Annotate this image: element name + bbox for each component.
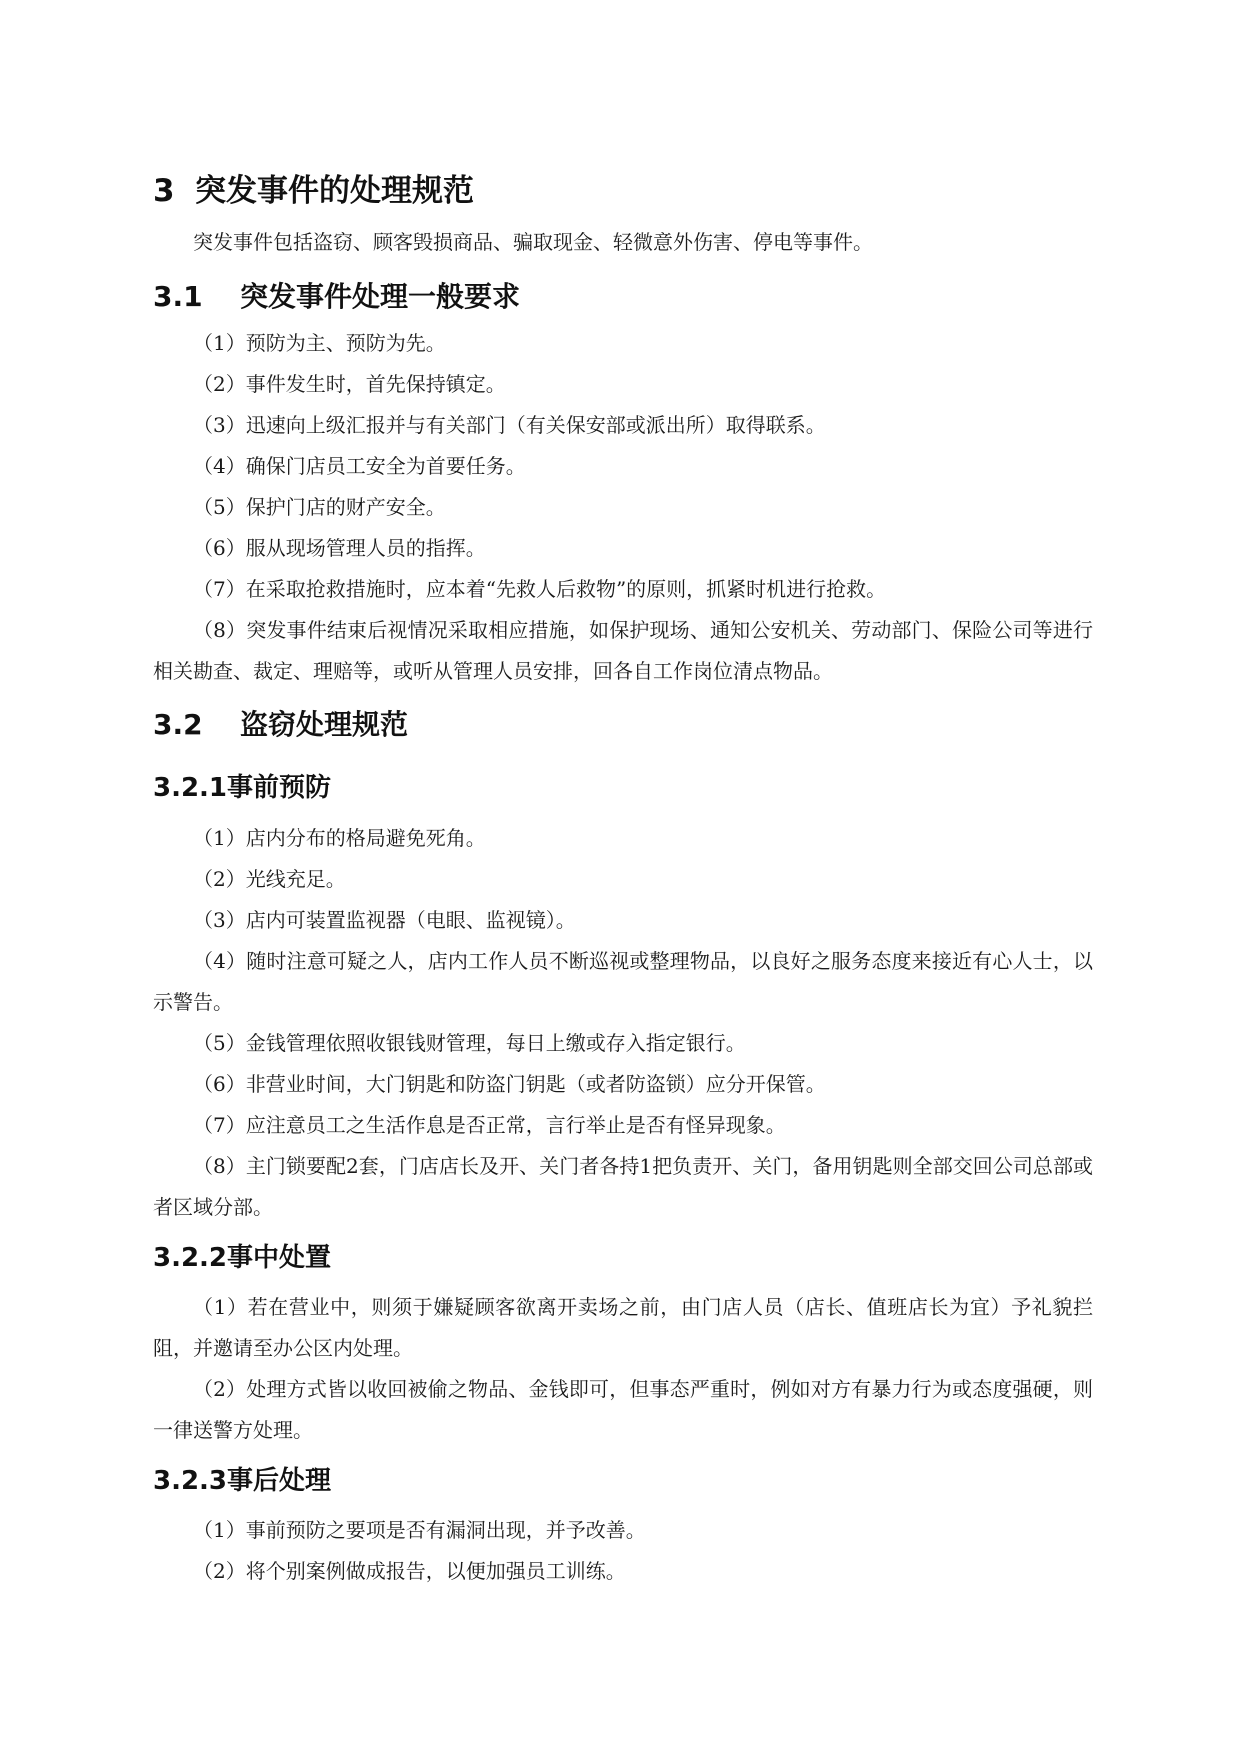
- list-item: （1）店内分布的格局避免死角。: [193, 826, 486, 850]
- list-item: （6）服从现场管理人员的指挥。: [193, 536, 486, 560]
- list-item: （7）在采取抢救措施时，应本着“先救人后救物”的原则，抓紧时机进行抢救。: [193, 577, 887, 601]
- list-item: （2）事件发生时，首先保持镇定。: [193, 372, 506, 396]
- section-3-heading: [153, 165, 474, 210]
- section-3-number: 3: [153, 173, 175, 209]
- list-item: （7）应注意员工之生活作息是否正常，言行举止是否有怪异现象。: [193, 1113, 786, 1137]
- section-3-1-heading: [153, 275, 520, 315]
- list-item: （3）店内可装置监视器（电眼、监视镜）。: [193, 908, 576, 932]
- list-item: （2）将个别案例做成报告，以便加强员工训练。: [193, 1559, 626, 1583]
- list-item: （5）金钱管理依照收银钱财管理，每日上缴或存入指定银行。: [193, 1031, 746, 1055]
- list-item: （1）事前预防之要项是否有漏洞出现，并予改善。: [193, 1518, 646, 1542]
- list-item: （2）光线充足。: [193, 867, 346, 891]
- section-3-2-heading: [153, 703, 408, 743]
- list-item: （3）迅速向上级汇报并与有关部门（有关保安部或派出所）取得联系。: [193, 413, 826, 437]
- list-item: （5）保护门店的财产安全。: [193, 495, 446, 519]
- list-item: （8）主门锁要配2套，门店店长及开、关门者各持1把负责开、关门，备用钥匙则全部交回公司总部或者区域分部。: [153, 1154, 1093, 1219]
- section-3-2-1-heading: 3.2.1事前预防: [153, 773, 332, 803]
- section-3-intro: 突发事件包括盗窃、顾客毁损商品、骗取现金、轻微意外伤害、停电等事件。: [193, 230, 873, 254]
- section-3-2-2-heading: 3.2.2事中处置: [153, 1243, 332, 1273]
- list-item: （1）预防为主、预防为先。: [193, 331, 446, 355]
- list-item: （1）若在营业中，则须于嫌疑顾客欲离开卖场之前，由门店人员（店长、值班店长为宜）予礼貌拦阻，并邀请至办公区内处理。: [153, 1295, 1093, 1360]
- list-item: （4）确保门店员工安全为首要任务。: [193, 454, 526, 478]
- list-item: （8）突发事件结束后视情况采取相应措施，如保护现场、通知公安机关、劳动部门、保险公司等进行相关勘查、裁定、理赔等，或听从管理人员安排，回各自工作岗位清点物品。: [153, 618, 1093, 683]
- section-3-title: 突发事件的处理规范: [195, 173, 474, 209]
- section-3-2-number: 3.2: [153, 708, 203, 741]
- list-item: （4）随时注意可疑之人，店内工作人员不断巡视或整理物品，以良好之服务态度来接近有心人士，以示警告。: [153, 949, 1093, 1014]
- section-3-1-number: 3.1: [153, 280, 203, 313]
- section-3-1-title: 突发事件处理一般要求: [240, 280, 521, 313]
- list-item: （6）非营业时间，大门钥匙和防盗门钥匙（或者防盗锁）应分开保管。: [193, 1072, 826, 1096]
- section-3-2-3-heading: 3.2.3事后处理: [153, 1466, 332, 1496]
- section-3-2-title: 盗窃处理规范: [240, 708, 409, 741]
- list-item: （2）处理方式皆以收回被偷之物品、金钱即可，但事态严重时，例如对方有暴力行为或态度强硬，则一律送警方处理。: [153, 1377, 1093, 1442]
